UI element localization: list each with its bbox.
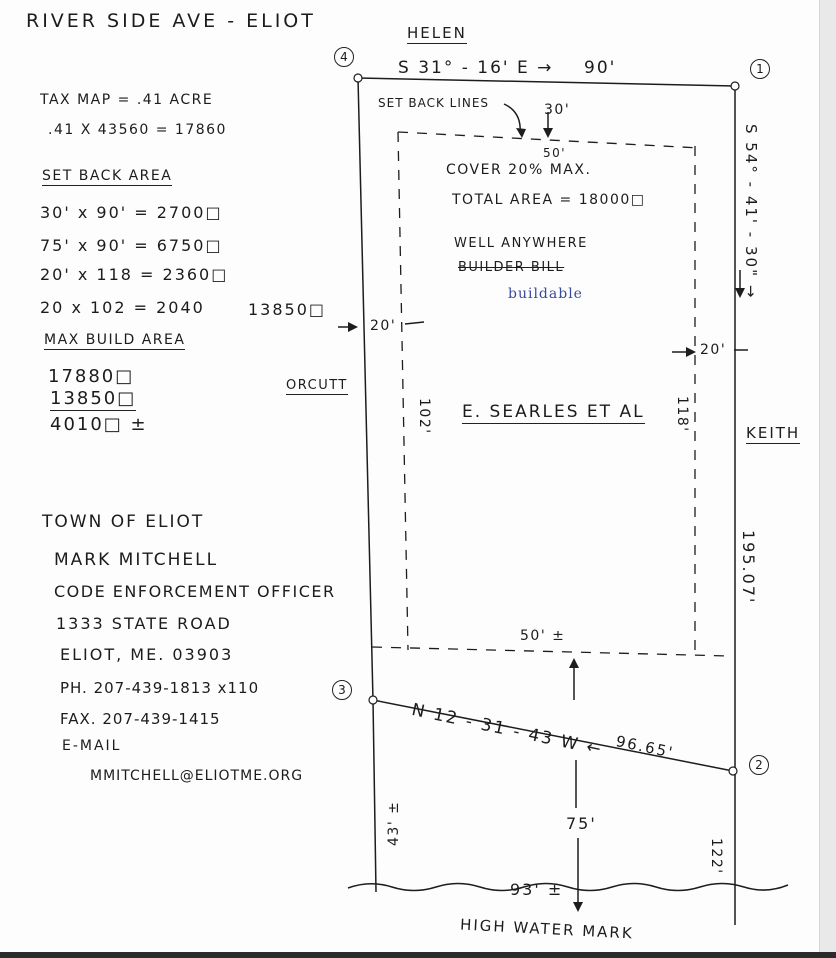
corner-point-4 — [354, 74, 362, 82]
abutter-west: ORCUTT — [286, 378, 348, 393]
setback-row-3: 20' x 118 = 2360□ — [40, 265, 229, 284]
corner-point-3 — [369, 696, 377, 704]
well-note: WELL ANYWHERE — [454, 236, 588, 251]
corner-point-1 — [731, 82, 739, 90]
abutter-north: HELEN — [407, 24, 467, 42]
cover-note: COVER 20% MAX. — [446, 162, 592, 178]
builder-note-struck: BUILDER BILL — [458, 260, 565, 275]
boundary-west — [358, 78, 373, 700]
dim-top-setback: 30' — [544, 102, 571, 118]
high-water-line — [348, 884, 788, 891]
dim-west-setback: 20' — [370, 318, 397, 334]
dim-east-depth: 118' — [674, 396, 690, 433]
contact-email: MMITCHELL@ELIOTME.ORG — [90, 768, 304, 784]
setback-lines-note: SET BACK LINES — [378, 96, 490, 110]
setback-total: 13850□ — [248, 300, 327, 319]
dim-bottom-width: 50' ± — [520, 628, 566, 644]
setback-row-1: 30' x 90' = 2700□ — [40, 203, 223, 222]
bearing-south-distance: 96.65' — [614, 732, 676, 762]
bottom-edge-bar — [0, 952, 836, 958]
max-build-row-1: 17880□ — [48, 366, 135, 387]
dim-east-setback: 20' — [700, 342, 727, 358]
tax-map-line2: .41 X 43560 = 17860 — [48, 122, 227, 138]
bearing-east-distance: 195.07' — [739, 530, 758, 605]
corner-marker-2: 2 — [749, 755, 769, 775]
corner-marker-4: 4 — [334, 47, 354, 67]
max-build-heading: MAX BUILD AREA — [44, 332, 186, 348]
bearing-east: S 54° - 41' - 30" → — [742, 124, 760, 300]
corner-marker-3: 3 — [332, 680, 352, 700]
dim-west-shore: 43' ± — [386, 800, 402, 846]
contact-name: MARK MITCHELL — [54, 550, 219, 570]
west-setback-arrow2 — [405, 322, 424, 324]
dim-east-shore: 122' — [708, 838, 724, 875]
contact-phone: PH. 207-439-1813 x110 — [60, 679, 260, 697]
bearing-south: N 12 - 31 - 43 W ← — [409, 700, 605, 761]
total-area-note: TOTAL AREA = 18000□ — [452, 192, 646, 208]
contact-role: CODE ENFORCEMENT OFFICER — [54, 582, 336, 601]
corner-point-2 — [729, 767, 737, 775]
max-build-row-2: 13850□ — [50, 388, 137, 409]
contact-address1: 1333 STATE ROAD — [56, 614, 232, 633]
contact-email-label: E-MAIL — [62, 738, 122, 754]
page-title: RIVER SIDE AVE - ELIOT — [26, 10, 316, 32]
lot-owner: E. SEARLES ET AL — [462, 402, 645, 422]
corner-marker-1: 1 — [750, 59, 770, 79]
bearing-north: S 31° - 16' E → — [398, 58, 554, 78]
contact-fax: FAX. 207-439-1415 — [60, 710, 221, 728]
setback-row-4: 20 x 102 = 2040 — [40, 298, 205, 317]
buildable-note: buildable — [508, 286, 583, 302]
contact-address2: ELIOT, ME. 03903 — [60, 645, 234, 664]
dim-top-width: 50' — [543, 146, 567, 160]
abutter-east: KEITH — [746, 424, 801, 442]
dim-shore-width: 93' ± — [510, 880, 564, 899]
contact-org: TOWN OF ELIOT — [42, 512, 205, 532]
right-edge-bar — [819, 0, 836, 958]
setback-rectangle — [372, 132, 730, 656]
abutter-south: HIGH WATER MARK — [459, 915, 635, 943]
tax-map-line1: TAX MAP = .41 ACRE — [40, 92, 214, 108]
setback-row-2: 75' x 90' = 6750□ — [40, 236, 223, 255]
boundary-west-shore — [373, 700, 376, 892]
bearing-north-distance: 90' — [584, 58, 617, 78]
setback-area-heading: SET BACK AREA — [42, 168, 173, 184]
max-build-row-3: 4010□ ± — [50, 414, 148, 435]
dim-shore-setback: 75' — [566, 814, 597, 833]
dim-west-depth: 102' — [416, 398, 432, 435]
boundary-north — [358, 78, 735, 86]
